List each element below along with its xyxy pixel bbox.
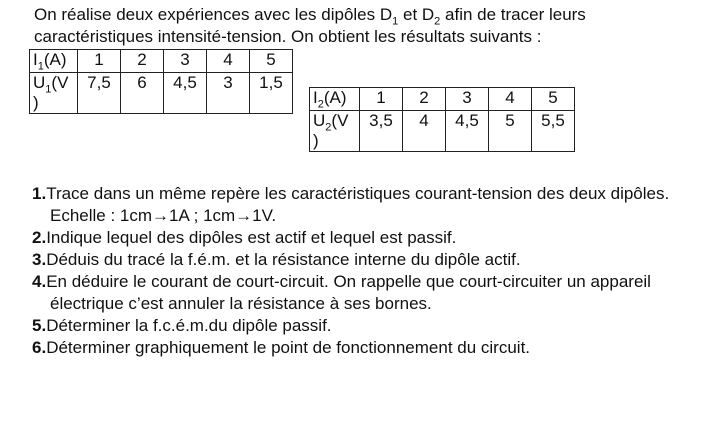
header-current-2: $I_2(A)$ bbox=[310, 88, 360, 111]
table-row-voltage bbox=[310, 111, 575, 152]
table-cell: 5,5 bbox=[532, 111, 575, 152]
table-cell: 2 bbox=[403, 88, 446, 111]
table-cell: 1 bbox=[360, 88, 403, 111]
header-voltage-2: $U_2(V$ ) bbox=[310, 111, 360, 152]
table-dipole-1 bbox=[29, 49, 293, 114]
table-cell: 5 bbox=[489, 111, 532, 152]
table-row-current bbox=[310, 88, 575, 111]
table-cell: 4,5 bbox=[446, 111, 489, 152]
intro-text-1: On réalise deux expériences avec les dipôles D bbox=[34, 5, 393, 24]
table-cell: 4 bbox=[403, 111, 446, 152]
intro-paragraph bbox=[34, 4, 704, 48]
intro-text-2: et D bbox=[398, 5, 435, 24]
table-cell: 3 bbox=[164, 50, 207, 73]
table-cell: 4,5 bbox=[164, 73, 207, 114]
question-1: 1.Trace dans un même repère les caractéristiques courant-tension des deux dipôles. Echelle : 1cm→1A ; 1cm→1V. bbox=[32, 183, 702, 227]
intro-sub-1: 1 bbox=[392, 15, 399, 28]
table-cell: 1 bbox=[78, 50, 121, 73]
intro-sub-2: 2 bbox=[434, 15, 441, 28]
table-row-voltage bbox=[30, 73, 293, 114]
header-current-1: $I_1(A)$ bbox=[30, 50, 78, 73]
question-2: 2.Indique lequel des dipôles est actif et lequel est passif. bbox=[32, 228, 457, 247]
question-list bbox=[32, 183, 702, 359]
question-3: 3.Déduis du tracé la f.é.m. et la résistance interne du dipôle actif. bbox=[32, 250, 521, 269]
table-cell: 2 bbox=[121, 50, 164, 73]
table-cell: 3 bbox=[207, 73, 250, 114]
table-cell: 6 bbox=[121, 73, 164, 114]
scale-note: Echelle : 1cm→1A ; 1cm→1V. bbox=[50, 206, 277, 225]
question-5: 5.Déterminer la f.c.é.m.du dipôle passif. bbox=[32, 316, 332, 335]
table-cell: 5 bbox=[250, 50, 293, 73]
table-dipole-2 bbox=[309, 87, 575, 152]
table-row-current bbox=[30, 50, 293, 73]
table-cell: 3 bbox=[446, 88, 489, 111]
table-cell: 3,5 bbox=[360, 111, 403, 152]
table-cell: 5 bbox=[532, 88, 575, 111]
table-cell: 7,5 bbox=[78, 73, 121, 114]
table-cell: 1,5 bbox=[250, 73, 293, 114]
question-4: 4.En déduire le courant de court-circuit. On rappelle que court-circuiter un appareil électrique c’est annuler la résistance à ses bornes. bbox=[32, 272, 651, 313]
header-voltage-1: $U_1(V$ ) bbox=[30, 73, 78, 114]
table-cell: 4 bbox=[489, 88, 532, 111]
table-cell: 4 bbox=[207, 50, 250, 73]
question-6: 6.Déterminer graphiquement le point de fonctionnement du circuit. bbox=[32, 338, 531, 357]
intro-text-3: afin de tracer leurs caractéristiques intensité-tension. On obtient les résultats suivants : bbox=[34, 5, 586, 46]
